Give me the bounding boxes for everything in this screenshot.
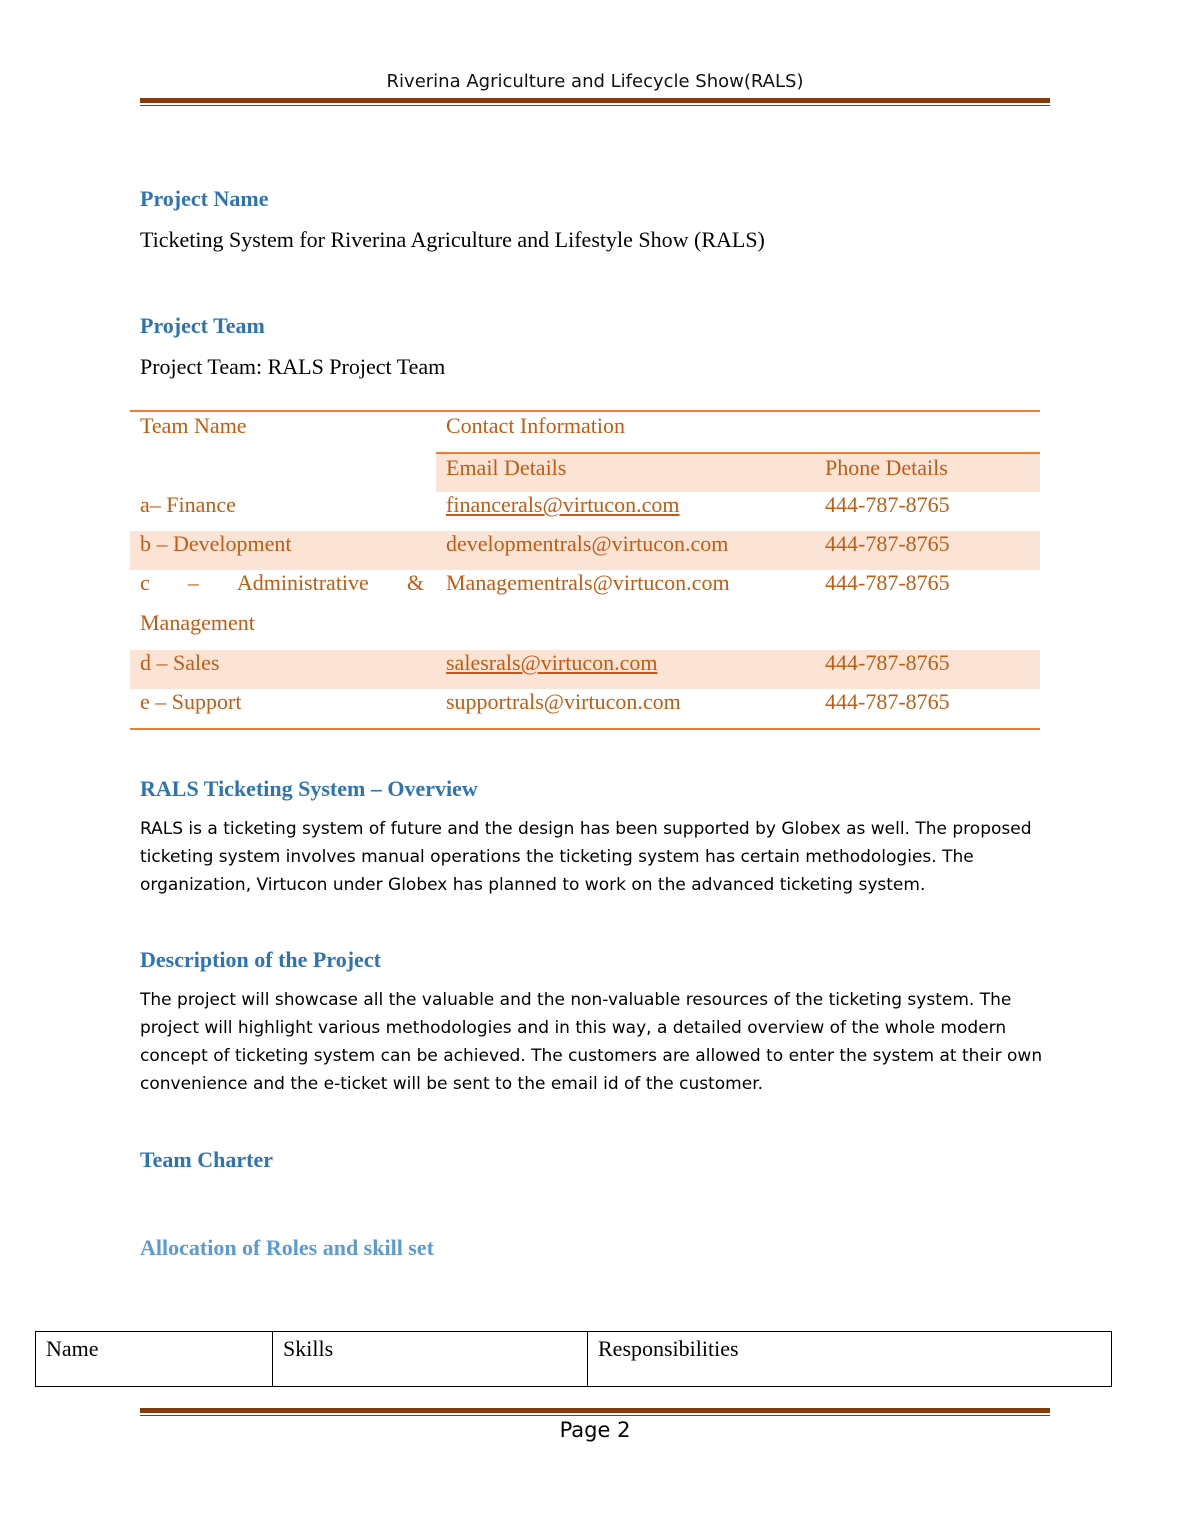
team-part: c xyxy=(140,570,150,595)
phone-cell: 444-787-8765 xyxy=(825,570,950,595)
project-team-text: Project Team: RALS Project Team xyxy=(140,354,446,379)
team-charter-heading: Team Charter xyxy=(140,1147,273,1172)
team-cell: e – Support xyxy=(140,689,242,714)
phone-cell: 444-787-8765 xyxy=(825,531,950,556)
contact-info-header: Contact Information xyxy=(446,413,626,438)
team-part: Administrative xyxy=(236,570,369,595)
page-header-title: Riverina Agriculture and Lifecycle Show(RALS) xyxy=(386,71,804,92)
description-paragraph: The project will showcase all the valuable and the non-valuable resources of the ticketing system. The project will highlight various methodologies and in this way, a detailed overview of the whole modern concept of ticketing system can be achieved. The customers are allowed to enter the system at their own convenience and the e-ticket will be sent to the email id of the customer. xyxy=(140,990,1043,1094)
footer-rule-thin xyxy=(140,1415,1050,1416)
header-rule-thick xyxy=(140,98,1050,103)
page-number: Page 2 xyxy=(559,1418,631,1442)
description-heading: Description of the Project xyxy=(140,947,381,972)
header-rule-thin xyxy=(140,105,1050,106)
roles-header-skills: Skills xyxy=(273,1332,588,1386)
team-cell-line2: Management xyxy=(140,610,255,635)
project-name-heading: Project Name xyxy=(140,186,269,211)
team-cell xyxy=(130,570,436,650)
roles-heading: Allocation of Roles and skill set xyxy=(140,1235,434,1260)
roles-header-name: Name xyxy=(36,1332,273,1386)
phone-cell: 444-787-8765 xyxy=(825,492,950,517)
table-row xyxy=(130,492,1040,531)
empty-cell xyxy=(130,452,436,492)
phone-cell: 444-787-8765 xyxy=(825,650,950,675)
contact-table-subheader-row xyxy=(130,452,1040,492)
email-cell: supportrals@virtucon.com xyxy=(446,689,681,714)
overview-heading: RALS Ticketing System – Overview xyxy=(140,776,478,801)
team-cell: d – Sales xyxy=(140,650,220,675)
team-cell-line1 xyxy=(140,570,436,596)
subheader-shade xyxy=(436,452,1040,492)
team-part: & xyxy=(406,570,424,595)
table-row xyxy=(130,570,1040,650)
contact-table xyxy=(130,410,1040,730)
project-team-heading: Project Team xyxy=(140,313,265,338)
team-cell: b – Development xyxy=(140,531,292,556)
roles-header-responsibilities: Responsibilities xyxy=(598,1336,739,1361)
phone-header: Phone Details xyxy=(825,455,948,480)
email-cell: developmentrals@virtucon.com xyxy=(446,531,729,556)
email-link[interactable]: salesrals@virtucon.com xyxy=(446,650,658,675)
overview-paragraph: RALS is a ticketing system of future and the design has been supported by Globex as well. The proposed ticketing system involves manual operations the ticketing system has certain methodologies. The organization, Virtucon under Globex has planned to work on the advanced ticketing system. xyxy=(140,819,1032,895)
team-part: – xyxy=(187,570,199,595)
email-cell: Managementrals@virtucon.com xyxy=(446,570,730,595)
table-row xyxy=(130,650,1040,689)
team-name-header: Team Name xyxy=(140,413,247,438)
team-cell: a– Finance xyxy=(140,492,236,517)
email-link[interactable]: financerals@virtucon.com xyxy=(446,492,680,517)
phone-cell: 444-787-8765 xyxy=(825,689,950,714)
email-header: Email Details xyxy=(446,455,567,480)
roles-table xyxy=(35,1331,1112,1387)
footer-rule-thick xyxy=(140,1408,1050,1413)
table-row xyxy=(130,689,1040,728)
project-name-text: Ticketing System for Riverina Agriculture and Lifestyle Show (RALS) xyxy=(140,227,765,252)
contact-table-header-row xyxy=(130,412,1040,452)
table-row xyxy=(130,531,1040,570)
